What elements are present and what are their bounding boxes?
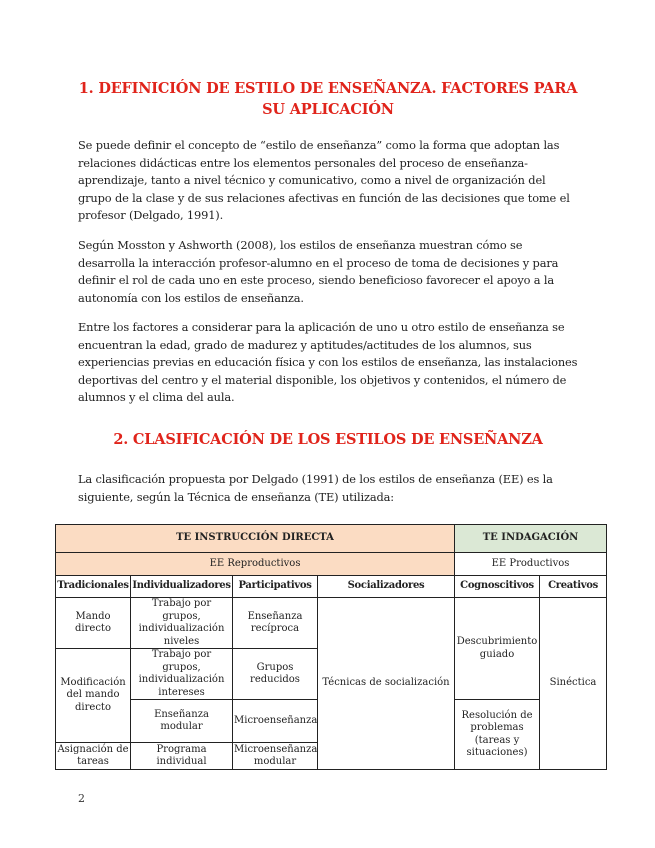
table-row	[56, 598, 607, 649]
style-group-row	[56, 553, 607, 576]
teaching-styles-table	[55, 524, 607, 770]
cell-descubrimiento-guiado: Descubrimiento guiado	[455, 598, 540, 700]
paragraph-mosston: Según Mosston y Ashworth (2008), los estilos de enseñanza muestran cómo se desarrolla la interacción profesor-alumno en el proceso de toma de decisiones y para definir el rol de cada uno en este proceso, siendo beneficioso favorecer el apoyo a la autonomía con los estilos de enseñanza.	[78, 238, 559, 305]
cell-individualizacion-intereses: Trabajo por grupos, individualización intereses	[131, 649, 233, 700]
header-socializadores: Socializadores	[318, 576, 455, 598]
header-creativos: Creativos	[540, 576, 607, 598]
ee-productivos: EE Productivos	[455, 553, 607, 576]
section-heading-clasificacion: 2. CLASIFICACIÓN DE LOS ESTILOS DE ENSEÑANZA	[113, 431, 543, 448]
cell-mando-directo: Mando directo	[56, 598, 131, 649]
cell-ensenanza-reciproca: Enseñanza recíproca	[233, 598, 318, 649]
paragraph-clasificacion: La clasificación propuesta por Delgado (1991) de los estilos de enseñanza (EE) es la siguiente, según la Técnica de enseñanza (TE) utilizada:	[78, 472, 553, 504]
section-heading-definicion: 1. DEFINICIÓN DE ESTILO DE ENSEÑANZA. FACTORES PARA SU APLICACIÓN	[78, 80, 578, 118]
cell-grupos-reducidos: Grupos reducidos	[233, 649, 318, 700]
cell-asignacion-tareas: Asignación de tareas	[56, 743, 131, 770]
column-header-row	[56, 576, 607, 598]
ee-reproductivos: EE Reproductivos	[56, 553, 455, 576]
cell-microensenanza-modular: Microenseñanza modular	[233, 743, 318, 770]
page-number: 2	[78, 792, 85, 805]
cell-resolucion-problemas: Resolución de problemas (tareas y situaciones)	[455, 700, 540, 770]
cell-ensenanza-modular: Enseñanza modular	[131, 700, 233, 743]
technique-row	[56, 525, 607, 553]
cell-sinectica: Sinéctica	[540, 598, 607, 770]
header-cognoscitivos: Cognoscitivos	[455, 576, 540, 598]
cell-individualizacion-niveles: Trabajo por grupos, individualización niveles	[131, 598, 233, 649]
paragraph-definicion: Se puede definir el concepto de “estilo de enseñanza” como la forma que adoptan las relaciones didácticas entre los elementos personales del proceso de enseñanza-aprendizaje, tanto a nivel técnico y comunicativo, como a nivel de organización del grupo de la clase y de sus relaciones afectivas en función de las decisiones que tome el profesor (Delgado, 1991).	[78, 138, 570, 223]
paragraph-factores: Entre los factores a considerar para la aplicación de uno u otro estilo de enseñanza se encuentran la edad, grado de madurez y aptitudes/actitudes de los alumnos, sus experiencias previas en educación física y con los estilos de enseñanza, las instalaciones deportivas del centro y el material disponible, los objetivos y contenidos, el número de alumnos y el clima del aula.	[78, 320, 578, 405]
cell-tecnicas-socializacion: Técnicas de socialización	[318, 598, 455, 770]
te-instruccion-directa: TE INSTRUCCIÓN DIRECTA	[56, 525, 455, 553]
header-individualizadores: Individualizadores	[131, 576, 233, 598]
header-tradicionales: Tradicionales	[56, 576, 131, 598]
cell-modificacion-mando-directo: Modificación del mando directo	[56, 649, 131, 743]
cell-programa-individual: Programa individual	[131, 743, 233, 770]
te-indagacion: TE INDAGACIÓN	[455, 525, 607, 553]
header-participativos: Participativos	[233, 576, 318, 598]
cell-microensenanza: Microenseñanza	[233, 700, 318, 743]
